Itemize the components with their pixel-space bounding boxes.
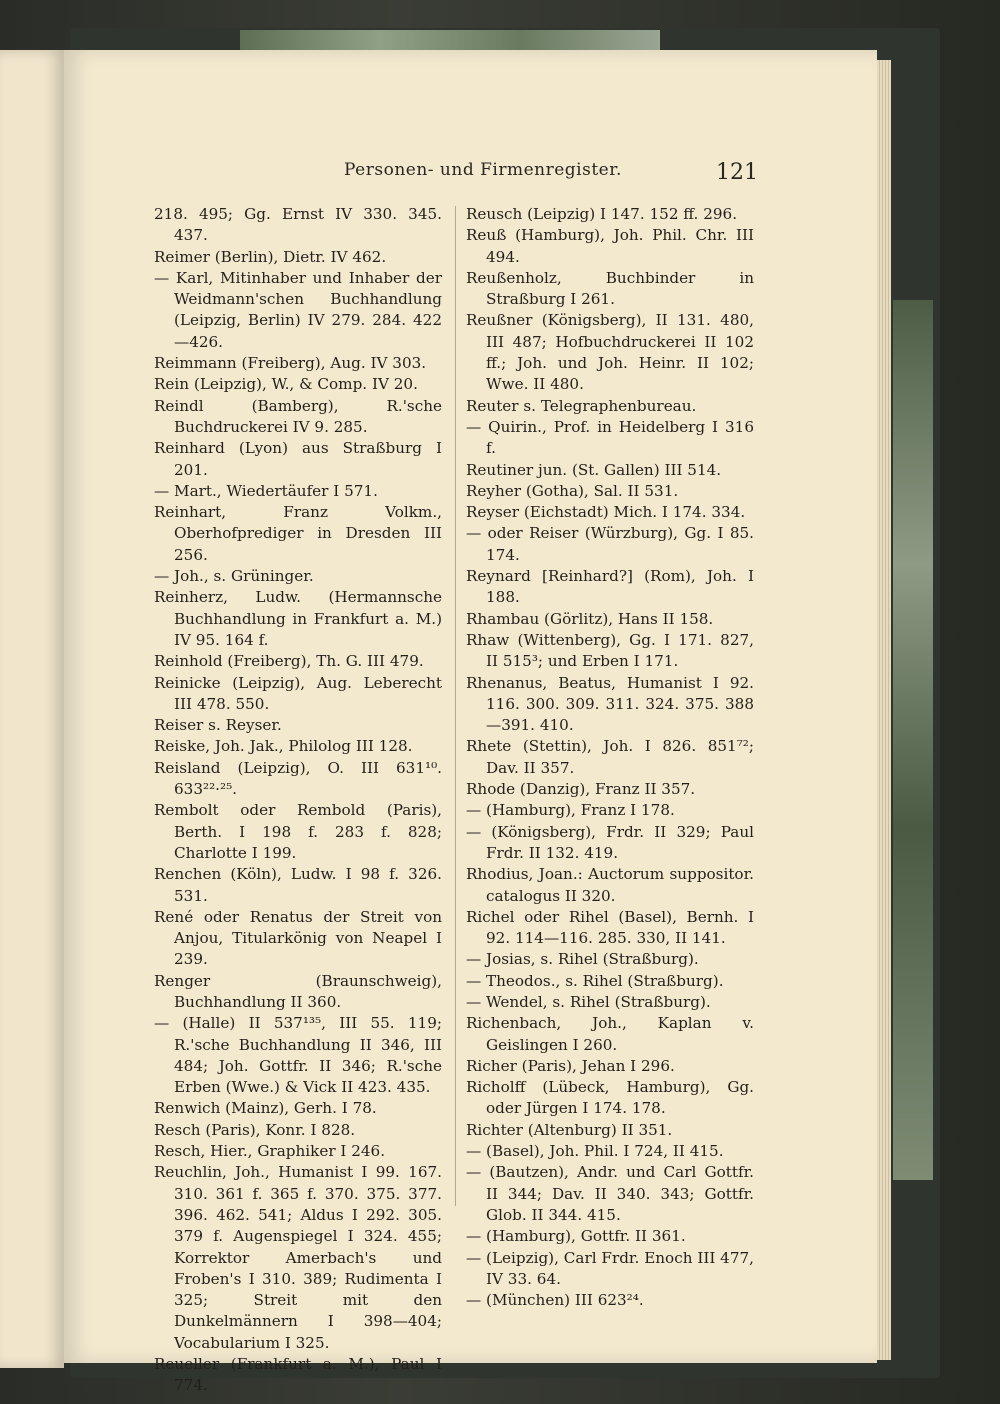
register-entry: Renwich (Mainz), Gerh. I 78. (154, 1099, 377, 1118)
register-entry: Reusch (Leipzig) I 147. 152 ff. 296. (466, 205, 738, 223)
page-number: 121 (716, 160, 758, 185)
register-entry: Reuß (Hamburg), Joh. Phil. Chr. III 494. (466, 226, 754, 266)
register-entry: Rhaw (Wittenberg), Gg. I 171. 827, II 515³; und Erben I 171. (466, 630, 754, 671)
register-entry: Richel oder Rihel (Basel), Bernh. I 92. 114—116. 285. 330, II 141. (466, 907, 754, 948)
left-column (154, 204, 442, 1397)
register-entry: Rhode (Danzig), Franz II 357. (466, 780, 696, 799)
page-edges (877, 60, 891, 1360)
register-entry: Reinhard (Lyon) aus Straßburg I 201. (154, 439, 442, 479)
register-entry: Reinicke (Leipzig), Aug. Leberecht III 478. 550. (154, 673, 442, 713)
register-entry: Rembolt oder Rembold (Paris), Berth. I 198 f. 283 f. 828; Charlotte I 199. (154, 801, 442, 862)
register-entry: Rhambau (Görlitz), Hans II 158. (466, 609, 714, 628)
register-entry: Reußenholz, Buchbinder in Straßburg I 261. (466, 268, 754, 309)
register-entry: — (Basel), Joh. Phil. I 724, II 415. (466, 1142, 724, 1161)
register-entry: Richer (Paris), Jehan I 296. (466, 1056, 675, 1075)
register-entry: — Theodos., s. Rihel (Straßburg). (466, 971, 724, 990)
register-entry: Reutiner jun. (St. Gallen) III 514. (466, 460, 722, 479)
register-entry: Reuter s. Telegraphenbureau. (466, 396, 697, 415)
register-entry: Reinhold (Freiberg), Th. G. III 479. (154, 652, 424, 671)
register-entry: — Wendel, s. Rihel (Straßburg). (466, 992, 711, 1011)
register-entry: Renchen (Köln), Ludw. I 98 f. 326. 531. (154, 865, 442, 905)
register-entry: Reyher (Gotha), Sal. II 531. (466, 481, 679, 500)
register-entry: Reueller (Frankfurt a. M.), Paul I 774. (154, 1355, 442, 1395)
register-entry: — (Hamburg), Franz I 178. (466, 801, 675, 820)
right-column (466, 204, 754, 1311)
register-entry: — (Bautzen), Andr. und Carl Gottfr. II 344; Dav. II 340. 343; Gottfr. Glob. II 344. 415. (466, 1163, 754, 1224)
register-entry: Reynard [Reinhard?] (Rom), Joh. I 188. (466, 567, 754, 607)
register-entry: Richenbach, Joh., Kaplan v. Geislingen I 260. (466, 1014, 754, 1054)
register-entry: Reuchlin, Joh., Humanist I 99. 167. 310. 361 f. 365 f. 370. 375. 377. 396. 462. 541; Aldus I 292. 305. 379 f. Augenspiegel I 324. 455; Korrektor Amerbach's und Froben's I 310. 389; Rudimenta I 325; Streit mit den Dunkelmännern I 398—404; Vocabularium I 325. (154, 1163, 442, 1352)
register-entry: — Quirin., Prof. in Heidelberg I 316 f. (466, 417, 754, 458)
register-entry: — Josias, s. Rihel (Straßburg). (466, 950, 699, 969)
register-entry: Reyser (Eichstadt) Mich. I 174. 334. (466, 503, 746, 522)
register-entry: Rhodius, Joan.: Auctorum suppositor. catalogus II 320. (466, 865, 754, 905)
register-entry: Reinherz, Ludw. (Hermannsche Buchhandlung in Frankfurt a. M.) IV 95. 164 f. (154, 588, 442, 649)
register-entry: Reußner (Königsberg), II 131. 480, III 487; Hofbuchdruckerei II 102 ff.; Joh. und Joh. Heinr. II 102; Wwe. II 480. (466, 311, 754, 394)
register-entry: Reiske, Joh. Jak., Philolog III 128. (154, 737, 413, 756)
register-entry: Reinhart, Franz Volkm., Oberhofprediger in Dresden III 256. (154, 503, 442, 564)
column-divider (455, 206, 456, 1206)
register-entry: René oder Renatus der Streit von Anjou, Titularkönig von Neapel I 239. (154, 907, 442, 969)
register-entry: Reindl (Bamberg), R.'sche Buchdruckerei IV 9. 285. (154, 396, 442, 436)
facing-page-edge (0, 50, 64, 1368)
marbled-cover-right (893, 300, 933, 1180)
register-entry: Rhenanus, Beatus, Humanist I 92. 116. 300. 309. 311. 324. 375. 388—391. 410. (466, 673, 754, 735)
register-entry: Richter (Altenburg) II 351. (466, 1120, 673, 1139)
register-entry: — (Hamburg), Gottfr. II 361. (466, 1227, 686, 1246)
register-entry: Richolff (Lübeck, Hamburg), Gg. oder Jürgen I 174. 178. (466, 1078, 754, 1118)
register-entry: Reimmann (Freiberg), Aug. IV 303. (154, 354, 427, 373)
register-entry: Resch, Hier., Graphiker I 246. (154, 1142, 386, 1161)
register-entry: Renger (Braunschweig), Buchhandlung II 360. (154, 971, 442, 1011)
register-entry: — Joh., s. Grüninger. (154, 567, 314, 586)
register-entry: Resch (Paris), Konr. I 828. (154, 1120, 356, 1139)
register-entry: Reimer (Berlin), Dietr. IV 462. (154, 247, 387, 266)
register-entry: 218. 495; Gg. Ernst IV 330. 345. 437. (154, 205, 442, 245)
register-entry: Reiser s. Reyser. (154, 716, 282, 735)
register-entry: — (Halle) II 537¹³⁵, III 55. 119; R.'sche Buchhandlung II 346, III 484; Joh. Gottfr. II 346; R.'sche Erben (Wwe.) & Vick II 423. 435. (154, 1014, 442, 1097)
register-entry: Reisland (Leipzig), O. III 631¹⁰. 633²²·²⁵. (154, 758, 442, 799)
register-entry: Rhete (Stettin), Joh. I 826. 851⁷²; Dav. II 357. (466, 737, 754, 777)
register-entry: — Mart., Wiedertäufer I 571. (154, 481, 378, 500)
register-entry: — oder Reiser (Würzburg), Gg. I 85. 174. (466, 524, 754, 564)
register-entry: Rein (Leipzig), W., & Comp. IV 20. (154, 375, 418, 394)
running-header: Personen- und Firmenregister. (344, 160, 622, 180)
register-entry: — (Königsberg), Frdr. II 329; Paul Frdr. II 132. 419. (466, 822, 754, 862)
register-entry: — (München) III 623²⁴. (466, 1291, 644, 1310)
register-entry: — (Leipzig), Carl Frdr. Enoch III 477, IV 33. 64. (466, 1248, 754, 1288)
register-entry: — Karl, Mitinhaber und Inhaber der Weidmann'schen Buchhandlung (Leipzig, Berlin) IV 279. 284. 422—426. (154, 268, 442, 351)
